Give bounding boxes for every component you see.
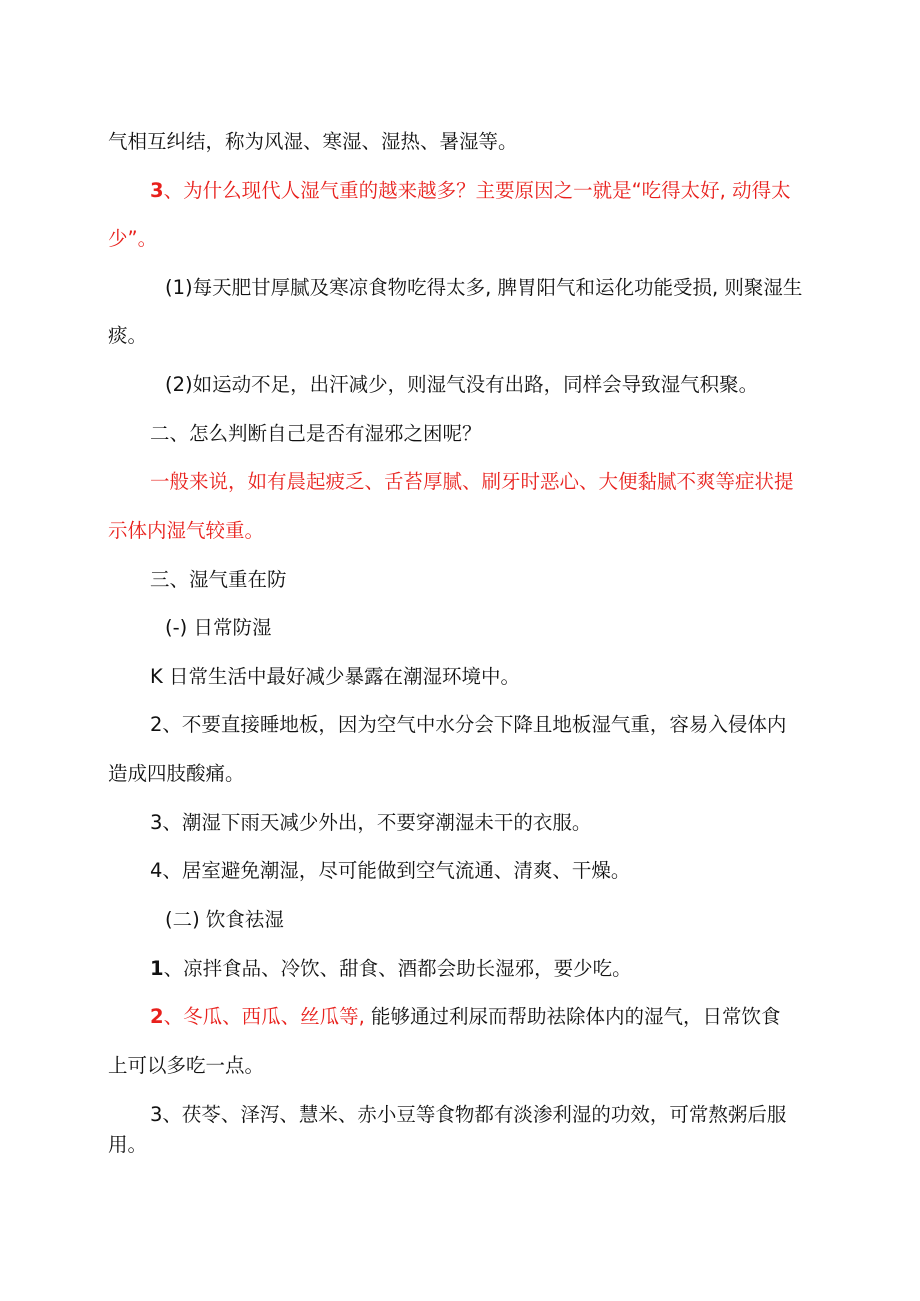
text: 气相互纠结，称为风湿、寒湿、湿热、暑湿等。 [108,130,518,153]
highlight-paragraph [150,468,814,496]
text: (2)如运动不足，出汗减少，则湿气没有出路，同样会导致湿气积聚。 [165,373,759,396]
text: 示体内湿气较重。 [108,519,265,542]
list-item [150,955,814,983]
section-heading [150,420,814,448]
list-item [165,274,815,302]
text: 少”。 [108,227,158,250]
paragraph-line [108,128,814,156]
text: 、凉拌食品、冷饮、甜食、酒都会助长湿邪，要少吃。 [163,957,632,980]
list-item [150,711,814,739]
list-item [150,1003,814,1031]
list-item [150,809,814,837]
list-item [150,857,814,885]
text: 痰。 [108,324,148,347]
text: 造成四肢酸痛。 [108,762,245,785]
text: (-) 日常防湿 [165,616,272,639]
question-3-heading [150,177,814,205]
list-item [165,371,815,399]
highlight-text: 、冬瓜、西瓜、丝瓜等, [163,1005,365,1028]
section-heading [150,566,814,594]
paragraph-line [108,760,814,788]
text: K 日常生活中最好减少暴露在潮湿环境中。 [150,665,520,688]
item-number: 3 [150,179,164,202]
text: 一般来说，如有晨起疲乏、舌苔厚腻、刷牙时恶心、大便黏腻不爽等症状提 [150,470,794,493]
paragraph-line [108,225,814,253]
text: (二) 饮食祛湿 [165,908,284,931]
paragraph-line [108,322,814,350]
subsection-heading [165,906,815,934]
text: 2、不要直接睡地板，因为空气中水分会下降且地板湿气重，容易入侵体内 [150,713,787,736]
text: 、为什么现代人湿气重的越来越多？主要原因之一就是“吃得太好, 动得太 [163,179,791,202]
text: 三、湿气重在防 [150,568,287,591]
text: (1)每天肥甘厚腻及寒凉食物吃得太多, 脾胃阳气和运化功能受损, 则聚湿生 [165,276,803,299]
paragraph-line [108,1131,814,1159]
subsection-heading [165,614,815,642]
text: 能够通过利尿而帮助祛除体内的湿气，日常饮食 [364,1005,781,1028]
item-number: 1 [150,957,164,980]
paragraph-line [108,517,814,545]
paragraph-line [108,1052,814,1080]
text: 3、潮湿下雨天减少外出，不要穿潮湿未干的衣服。 [150,811,592,834]
item-number: 2 [150,1005,164,1028]
text: 用。 [108,1133,148,1156]
text: 上可以多吃一点。 [108,1054,265,1077]
text: 4、居室避免潮湿，尽可能做到空气流通、清爽、干燥。 [150,859,631,882]
text: 3、茯苓、泽泻、慧米、赤小豆等食物都有淡渗利湿的功效，可常熬粥后服 [150,1103,787,1126]
list-item [150,1101,814,1129]
text: 二、怎么判断自己是否有湿邪之困呢？ [150,422,482,445]
list-item [150,663,814,691]
